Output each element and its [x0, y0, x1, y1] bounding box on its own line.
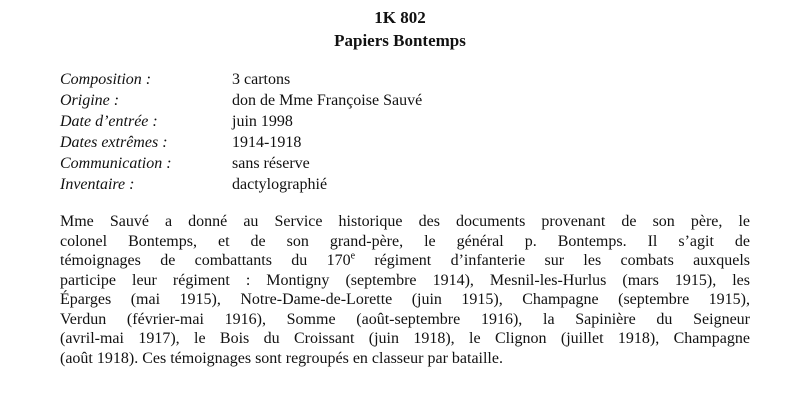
metadata-value: 3 cartons [232, 71, 291, 88]
collection-title: Papiers Bontemps [334, 31, 466, 50]
metadata-row-origine [60, 90, 422, 111]
metadata-label: Date d’entrée : [60, 113, 158, 130]
metadata-value: 1914-1918 [232, 134, 302, 151]
metadata-label: Composition : [60, 71, 152, 88]
description-line: (août 1918). Ces témoignages sont regroupés en classeur par bataille. [60, 349, 503, 367]
metadata-row-dates-extremes [60, 132, 422, 153]
metadata-label: Inventaire : [60, 176, 135, 193]
metadata-label: Origine : [60, 92, 120, 109]
description-paragraph [60, 212, 750, 368]
description-text: régiment d’infanterie sur les combats auxquels [355, 252, 751, 269]
metadata-row-composition [60, 69, 422, 90]
ordinal-superscript: e [350, 250, 356, 262]
description-line: (avril-mai 1917), le Bois du Croissant (juin 1918), le Clignon (juillet 1918), Champagne [60, 330, 750, 347]
metadata-row-inventaire [60, 174, 422, 195]
description-line: Éparges (mai 1915), Notre-Dame-de-Lorette (juin 1915), Champagne (septembre 1915), [60, 291, 750, 308]
description-line: colonel Bontemps, et de son grand-père, le général p. Bontemps. Il s’agit de [60, 232, 750, 250]
metadata-value: don de Mme Françoise Sauvé [232, 92, 423, 109]
metadata-value: juin 1998 [232, 113, 293, 130]
metadata-label: Communication : [60, 155, 172, 172]
collection-code: 1K 802 [374, 8, 426, 27]
description-text: témoignages de combattants du 170 [60, 252, 351, 269]
description-line: participe leur régiment : Montigny (septembre 1914), Mesnil-les-Hurlus (mars 1915), les [60, 271, 750, 289]
metadata-value: sans réserve [232, 155, 310, 172]
description-line: Verdun (février-mai 1916), Somme (août-septembre 1916), la Sapinière du Seigneur [60, 310, 750, 328]
description-line: Mme Sauvé a donné au Service historique des documents provenant de son père, le [60, 213, 750, 230]
metadata-row-date-entree [60, 111, 422, 132]
metadata-label: Dates extrêmes : [60, 134, 168, 151]
metadata-value: dactylographié [232, 176, 328, 193]
metadata-list [60, 69, 422, 195]
metadata-row-communication [60, 153, 422, 174]
description-line [60, 251, 750, 271]
